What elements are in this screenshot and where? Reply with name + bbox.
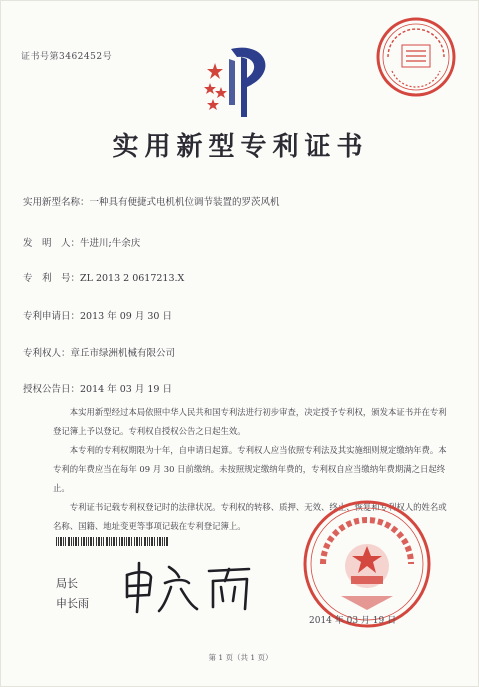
body-paragraph: 本专利的专利权期限为十年，自申请日起算。专利权人应当依照专利法及其实施细则规定缴纳年费。本专利的年费应当在每年 09 月 30 日前缴纳。未按照规定缴纳年费的，专利权自应当缴纳年费期满之日起终止。 [53,445,447,493]
director-label: 局长 [56,577,78,590]
body-paragraph: 本实用新型经过本局依照中华人民共和国专利法进行初步审查，决定授予专利权，颁发本证书并在专利登记簿上予以登记。专利权自授权公告之日起生效。 [53,407,447,436]
certificate-number: 证书号第3462452号 [21,52,113,62]
national-seal-icon [301,498,433,630]
barcode-icon [56,537,168,546]
body-paragraph: 专利证书记载专利权登记时的法律状况。专利权的转移、质押、无效、终止、恢复和专利权人的姓名或名称、国籍、地址变更等事项记载在专利登记簿上。 [53,502,447,531]
field-value: 章丘市绿洲机械有限公司 [70,348,176,359]
director-signature-icon [119,557,259,615]
field-value: 2014 年 03 月 19 日 [80,384,172,395]
field-patent-number [23,270,184,284]
page-number: 第 1 页（共 1 页） [208,653,273,662]
field-value: 2013 年 09 月 30 日 [80,311,172,322]
seal-date: 2014 年 03 月 19 日 [309,616,397,626]
field-label: 专利权人： [23,348,71,359]
field-utility-model-name [23,194,280,208]
director-block [56,574,89,614]
agency-seal-icon [374,15,458,99]
field-label: 实用新型名称： [23,197,90,208]
field-label: 专 利 号： [23,273,81,284]
field-value: ZL 2013 2 0617213.X [80,273,185,284]
field-value: 一种具有便捷式电机机位调节装置的罗茨风机 [89,197,280,208]
certificate-title: 实用新型专利证书 [112,132,369,162]
field-inventor [23,235,140,249]
field-application-date [23,308,172,322]
field-label: 专利申请日： [23,311,81,322]
field-patentee [23,345,175,359]
field-label: 发 明 人： [23,238,81,249]
director-name: 申长雨 [56,597,89,610]
field-label: 授权公告日： [23,384,81,395]
field-grant-date [23,381,172,395]
sipo-logo-icon [201,39,277,121]
field-value: 牛进川;牛余庆 [80,238,141,249]
